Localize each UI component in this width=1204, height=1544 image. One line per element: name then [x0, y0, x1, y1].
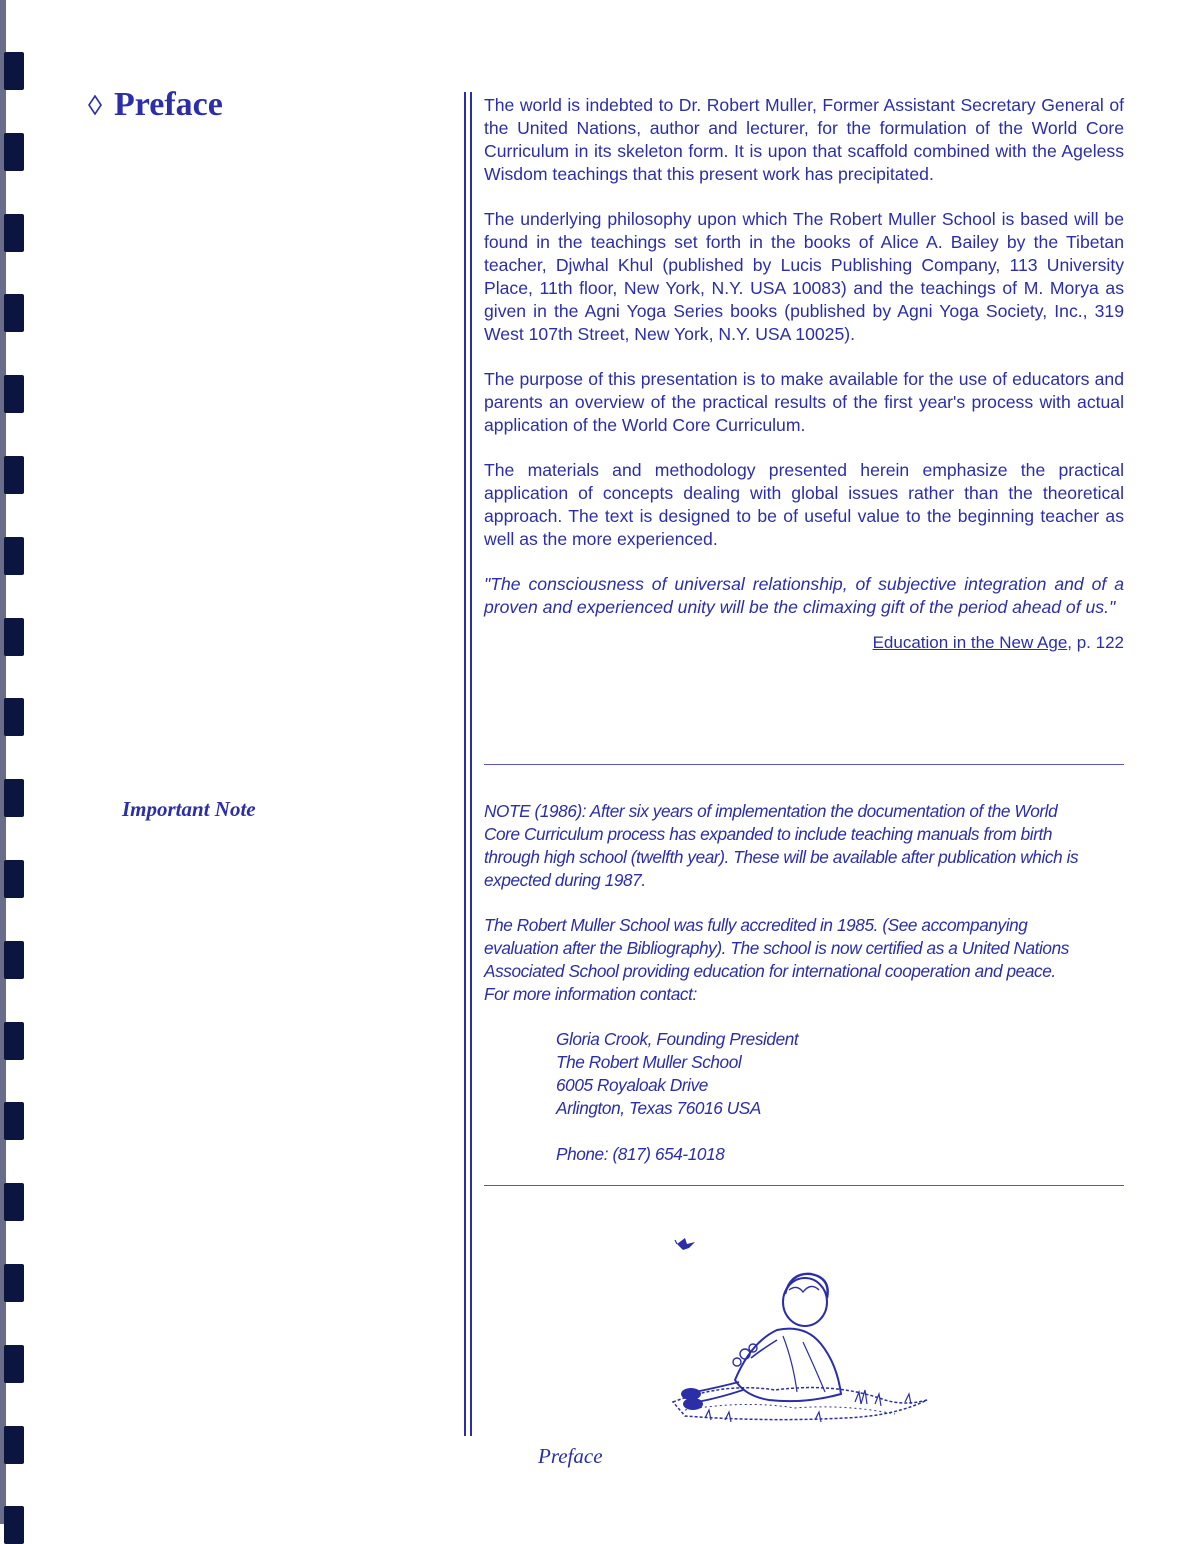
binding-hole: [4, 779, 24, 817]
binding-hole: [4, 214, 24, 252]
spiral-binding: [0, 0, 30, 1524]
binding-hole: [4, 1264, 24, 1302]
vertical-rule-left: [464, 92, 466, 1436]
contact-street: 6005 Royaloak Drive: [556, 1075, 708, 1095]
important-note-label: Important Note: [122, 797, 256, 821]
paragraph: The world is indebted to Dr. Robert Muller, Former Assistant Secretary General of the United Nations, author and lecturer, for the formulation of the World Core Curriculum in its skeleton form. It is upon that scaffold combined with the Ageless Wisdom teachings that this present work has precipitated.: [484, 95, 1124, 184]
citation-title: Education in the New Age: [872, 633, 1068, 652]
page-title: Preface: [114, 86, 223, 123]
binding-hole: [4, 1183, 24, 1221]
binding-hole: [4, 294, 24, 332]
butterfly-icon: [675, 1238, 695, 1250]
page-heading: [88, 86, 223, 124]
contact-phone: Phone: (817) 654-1018: [556, 1144, 725, 1164]
binding-hole: [4, 941, 24, 979]
contact-organization: The Robert Muller School: [556, 1052, 742, 1072]
citation-page: , p. 122: [1067, 633, 1124, 652]
binding-hole: [4, 1426, 24, 1464]
binding-hole: [4, 698, 24, 736]
contact-city: Arlington, Texas 76016 USA: [556, 1098, 761, 1118]
binding-hole: [4, 456, 24, 494]
paragraph: The underlying philosophy upon which The Robert Muller School is based will be found in the teachings set forth in the books of Alice A. Bailey by the Tibetan teacher, Djwhal Khul (published by Lucis Publishing Company, 113 University Place, 11th floor, New York, N.Y. USA 10083) and the teachings of M. Morya as given in the Agni Yoga Series books (published by Agni Yoga Society, Inc., 319 West 107th Street, New York, N.Y. USA 10025).: [484, 209, 1124, 344]
divider-top: [484, 764, 1124, 765]
vertical-rule-right: [470, 92, 472, 1436]
contact-name: Gloria Crook, Founding President: [556, 1029, 799, 1049]
binding-hole: [4, 133, 24, 171]
divider-bottom: [484, 1185, 1124, 1186]
important-note-block: [484, 800, 1084, 1166]
binding-hole: [4, 52, 24, 90]
binding-hole: [4, 537, 24, 575]
binding-hole: [4, 618, 24, 656]
page-footer: Preface: [538, 1444, 603, 1468]
child-sitting-in-grass-illustration: [665, 1232, 935, 1432]
binding-hole: [4, 1506, 24, 1544]
paragraph: The purpose of this presentation is to make available for the use of educators and parents an overview of the practical results of the first year's process with actual application of the World Core Curriculum.: [484, 369, 1124, 435]
citation: [484, 633, 1124, 653]
note-paragraph: The Robert Muller School was fully accredited in 1985. (See accompanying evaluation after the Bibliography). The school is now certified as a United Nations Associated School providing education for international cooperation and peace. For more information contact:: [484, 915, 1069, 1004]
binding-hole: [4, 1102, 24, 1140]
address-spacer: [556, 1120, 1084, 1143]
binding-hole: [4, 860, 24, 898]
binding-hole: [4, 375, 24, 413]
contact-address: [556, 1028, 1084, 1166]
binding-hole: [4, 1345, 24, 1383]
note-paragraph: NOTE (1986): After six years of implementation the documentation of the World Core Curriculum process has expanded to include teaching manuals from birth through high school (twelfth year). These will be available after publication which is expected during 1987.: [484, 801, 1079, 890]
diamond-outline-icon: [88, 95, 102, 115]
binding-hole: [4, 1022, 24, 1060]
preface-content: [484, 94, 1124, 653]
quote: "The consciousness of universal relationship, of subjective integration and of a proven and experienced unity will be the climaxing gift of the period ahead of us.": [484, 574, 1124, 617]
paragraph: The materials and methodology presented herein emphasize the practical application of concepts dealing with global issues rather than the theoretical approach. The text is designed to be of useful value to the beginning teacher as well as the more experienced.: [484, 460, 1124, 549]
